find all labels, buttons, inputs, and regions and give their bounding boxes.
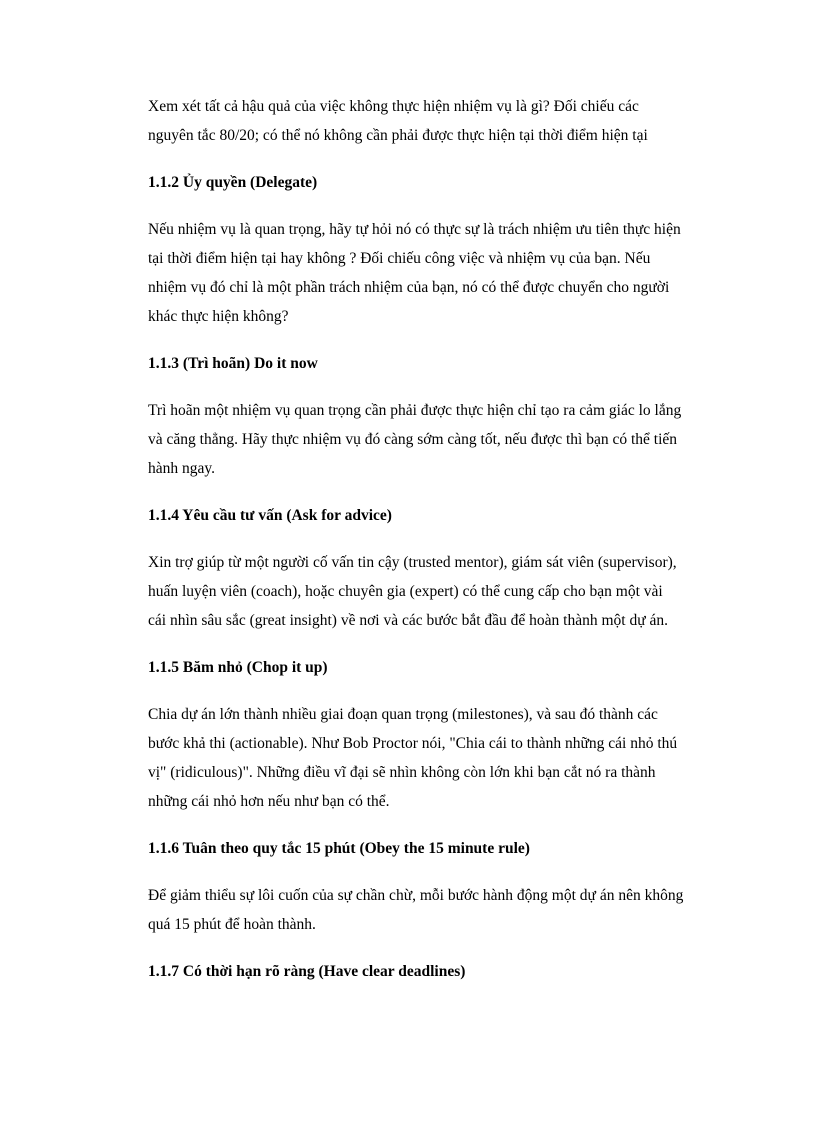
text-line: nhiệm vụ đó chỉ là một phần trách nhiệm của bạn, nó có thể được chuyển cho người	[148, 279, 670, 296]
text-line: tại thời điểm hiện tại hay không ? Đối chiếu công việc và nhiệm vụ của bạn. Nếu	[148, 250, 651, 267]
text-line: vị" (ridiculous)". Những điều vĩ đại sẽ nhìn không còn lớn khi bạn cắt nó ra thành	[148, 764, 656, 781]
paragraph-15-minute-rule	[148, 881, 684, 939]
paragraph-do-it-now	[148, 396, 682, 483]
text-line: cái nhìn sâu sắc (great insight) về nơi và các bước bắt đầu để hoàn thành một dự án.	[148, 612, 668, 629]
text-line: khác thực hiện không?	[148, 308, 289, 325]
text-line: Để giảm thiểu sự lôi cuốn của sự chần chừ, mỗi bước hành động một dự án nên không	[148, 887, 684, 904]
text-line: Nếu nhiệm vụ là quan trọng, hãy tự hỏi nó có thực sự là trách nhiệm ưu tiên thực hiện	[148, 221, 681, 238]
text-line: Xem xét tất cả hậu quả của việc không thực hiện nhiệm vụ là gì? Đối chiếu các	[148, 98, 639, 115]
heading-ask-for-advice: 1.1.4 Yêu cầu tư vấn (Ask for advice)	[148, 507, 392, 524]
paragraph-ask-for-advice	[148, 548, 678, 635]
text-line: và căng thẳng. Hãy thực nhiệm vụ đó càng sớm càng tốt, nếu được thì bạn có thể tiến	[148, 431, 678, 448]
text-line: những cái nhỏ hơn nếu như bạn có thể.	[148, 793, 390, 810]
text-line: bước khả thi (actionable). Như Bob Proctor nói, "Chia cái to thành những cái nhỏ thú	[148, 735, 678, 752]
heading-15-minute-rule: 1.1.6 Tuân theo quy tắc 15 phút (Obey the 15 minute rule)	[148, 840, 530, 857]
text-line: Chia dự án lớn thành nhiều giai đoạn quan trọng (milestones), và sau đó thành các	[148, 706, 658, 723]
heading-delegate: 1.1.2 Ủy quyền (Delegate)	[148, 174, 318, 191]
heading-do-it-now: 1.1.3 (Trì hoãn) Do it now	[148, 355, 318, 372]
text-line: Trì hoãn một nhiệm vụ quan trọng cần phải được thực hiện chỉ tạo ra cảm giác lo lắng	[148, 402, 682, 419]
document-page	[148, 92, 684, 1004]
heading-chop-it-up: 1.1.5 Băm nhỏ (Chop it up)	[148, 659, 328, 676]
paragraph-consequences	[148, 92, 678, 150]
text-line: huấn luyện viên (coach), hoặc chuyên gia (expert) có thể cung cấp cho bạn một vài	[148, 583, 663, 600]
text-line: Xin trợ giúp từ một người cố vấn tin cậy (trusted mentor), giám sát viên (supervisor),	[148, 554, 677, 571]
text-line: nguyên tắc 80/20; có thể nó không cần phải được thực hiện tại thời điểm hiện tại	[148, 127, 648, 144]
paragraph-delegate	[148, 215, 681, 331]
text-line: hành ngay.	[148, 460, 216, 477]
heading-clear-deadlines: 1.1.7 Có thời hạn rõ ràng (Have clear deadlines)	[148, 963, 466, 980]
text-line: quá 15 phút để hoàn thành.	[148, 916, 316, 933]
paragraph-chop-it-up	[148, 700, 678, 816]
